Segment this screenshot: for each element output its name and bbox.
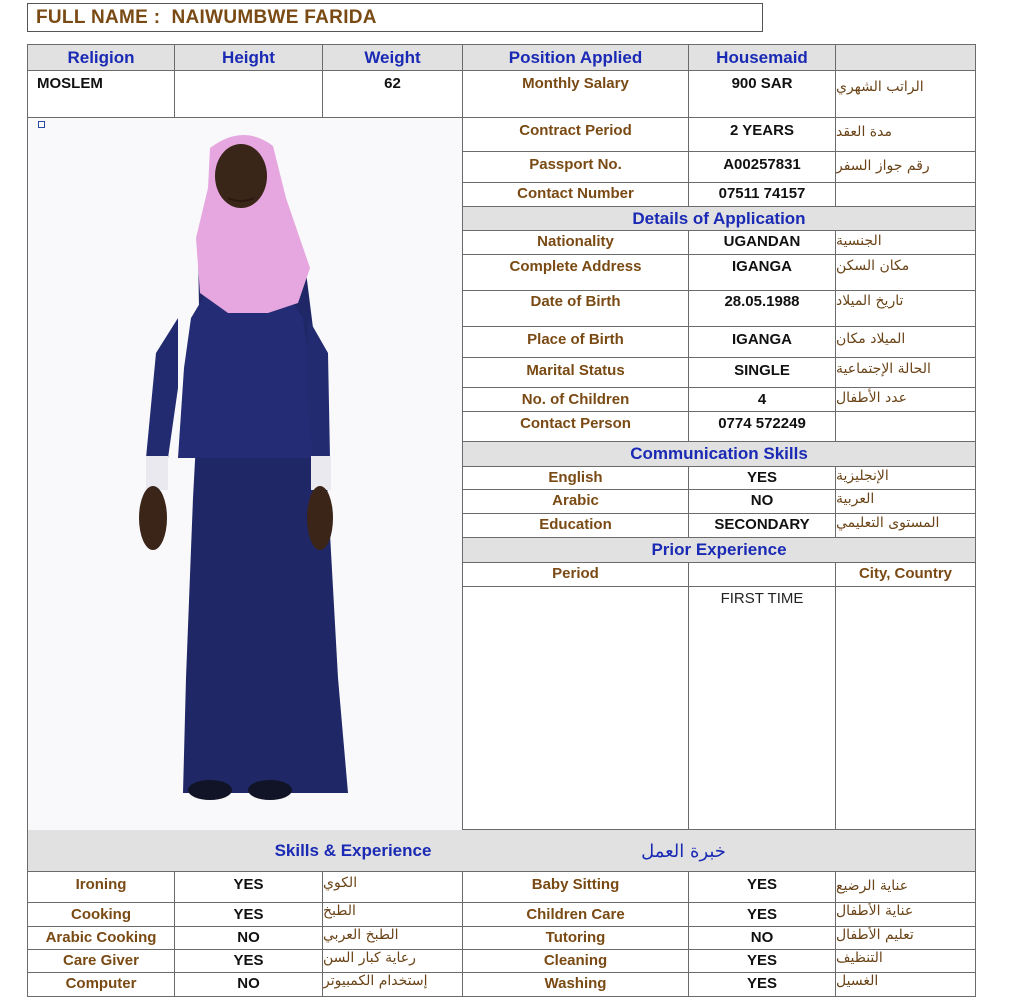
- address-arabic: مكان السكن: [836, 255, 976, 291]
- applicant-photo-illustration: [28, 118, 463, 830]
- city-country-header: City, Country: [836, 563, 976, 587]
- period-header: Period: [463, 563, 689, 587]
- pob-arabic: الميلاد مكان: [836, 327, 976, 358]
- skill-arabic-cooking-label: Arabic Cooking: [28, 927, 175, 950]
- skill-care-giver-arabic: رعاية كبار السن: [323, 950, 463, 973]
- skill-cooking-arabic: الطبخ: [323, 903, 463, 927]
- arabic-arabic: العربية: [836, 490, 976, 514]
- arabic-label: Arabic: [463, 490, 689, 514]
- contact-number-value: 07511 74157: [689, 183, 836, 207]
- skill-arabic-cooking-arabic: الطبخ العربي: [323, 927, 463, 950]
- contract-period-label: Contract Period: [463, 118, 689, 152]
- religion-value: MOSLEM: [28, 71, 175, 118]
- skill-cleaning-label: Cleaning: [463, 950, 689, 973]
- education-arabic: المستوى التعليمي: [836, 514, 976, 538]
- pob-label: Place of Birth: [463, 327, 689, 358]
- height-value: [175, 71, 323, 118]
- dob-arabic: تاريخ الميلاد: [836, 291, 976, 327]
- header-height: Height: [175, 45, 323, 71]
- passport-label: Passport No.: [463, 152, 689, 183]
- applicant-photo: [28, 118, 463, 830]
- monthly-salary-label: Monthly Salary: [463, 71, 689, 118]
- skill-care-giver-value: YES: [175, 950, 323, 973]
- photo-corner-marker: [38, 121, 45, 128]
- skill-cooking-label: Cooking: [28, 903, 175, 927]
- contact-number-arabic: [836, 183, 976, 207]
- marital-value: SINGLE: [689, 358, 836, 388]
- passport-arabic: رقم جواز السفر: [836, 152, 976, 183]
- skill-washing-label: Washing: [463, 973, 689, 997]
- contact-person-arabic: [836, 412, 976, 442]
- skill-computer-arabic: إستخدام الكمبيوتر: [323, 973, 463, 997]
- skill-children-care-arabic: عناية الأطفال: [836, 903, 976, 927]
- weight-value: 62: [323, 71, 463, 118]
- header-religion: Religion: [28, 45, 175, 71]
- skill-arabic-cooking-value: NO: [175, 927, 323, 950]
- skill-baby-sitting-value: YES: [689, 872, 836, 903]
- skill-care-giver-label: Care Giver: [28, 950, 175, 973]
- skills-title-english: Skills & Experience: [274, 841, 432, 860]
- skill-computer-label: Computer: [28, 973, 175, 997]
- skill-tutoring-arabic: تعليم الأطفال: [836, 927, 976, 950]
- contact-person-value: 0774 572249: [689, 412, 836, 442]
- contract-period-value: 2 YEARS: [689, 118, 836, 152]
- prior-period-cell: [463, 587, 689, 830]
- header-position-applied: Position Applied: [463, 45, 689, 71]
- skill-children-care-label: Children Care: [463, 903, 689, 927]
- communication-section-title: Communication Skills: [463, 442, 976, 467]
- skill-cleaning-value: YES: [689, 950, 836, 973]
- skill-tutoring-label: Tutoring: [463, 927, 689, 950]
- marital-arabic: الحالة الإجتماعية: [836, 358, 976, 388]
- prior-blank-header: [689, 563, 836, 587]
- pob-value: IGANGA: [689, 327, 836, 358]
- address-value: IGANGA: [689, 255, 836, 291]
- passport-value: A00257831: [689, 152, 836, 183]
- skill-ironing-label: Ironing: [28, 872, 175, 903]
- contract-period-arabic: مدة العقد: [836, 118, 976, 152]
- contact-number-label: Contact Number: [463, 183, 689, 207]
- full-name-box: [27, 3, 763, 32]
- dob-label: Date of Birth: [463, 291, 689, 327]
- header-position-value: Housemaid: [689, 45, 836, 71]
- dob-value: 28.05.1988: [689, 291, 836, 327]
- skill-cooking-value: YES: [175, 903, 323, 927]
- skill-ironing-arabic: الكوي: [323, 872, 463, 903]
- nationality-value: UGANDAN: [689, 231, 836, 255]
- skill-baby-sitting-arabic: عناية الرضيع: [836, 872, 976, 903]
- english-value: YES: [689, 467, 836, 490]
- skill-children-care-value: YES: [689, 903, 836, 927]
- skills-title-arabic: خبرة العمل: [641, 840, 726, 862]
- prior-experience-title: Prior Experience: [463, 538, 976, 563]
- arabic-value: NO: [689, 490, 836, 514]
- skill-ironing-value: YES: [175, 872, 323, 903]
- full-name-text: FULL NAME : NAIWUMBWE FARIDA: [36, 7, 377, 28]
- skill-computer-value: NO: [175, 973, 323, 997]
- address-label: Complete Address: [463, 255, 689, 291]
- english-arabic: الإنجليزية: [836, 467, 976, 490]
- nationality-label: Nationality: [463, 231, 689, 255]
- children-label: No. of Children: [463, 388, 689, 412]
- skill-baby-sitting-label: Baby Sitting: [463, 872, 689, 903]
- children-arabic: عدد الأطفال: [836, 388, 976, 412]
- skill-tutoring-value: NO: [689, 927, 836, 950]
- monthly-salary-value: 900 SAR: [689, 71, 836, 118]
- nationality-arabic: الجنسية: [836, 231, 976, 255]
- skill-washing-arabic: الغسيل: [836, 973, 976, 997]
- prior-location-cell: [836, 587, 976, 830]
- children-value: 4: [689, 388, 836, 412]
- header-blank: [836, 45, 976, 71]
- prior-entry-value: FIRST TIME: [689, 587, 836, 830]
- skill-cleaning-arabic: التنظيف: [836, 950, 976, 973]
- english-label: English: [463, 467, 689, 490]
- skill-washing-value: YES: [689, 973, 836, 997]
- details-section-title: Details of Application: [463, 207, 976, 231]
- marital-label: Marital Status: [463, 358, 689, 388]
- header-weight: Weight: [323, 45, 463, 71]
- contact-person-label: Contact Person: [463, 412, 689, 442]
- monthly-salary-arabic: الراتب الشهري: [836, 71, 976, 118]
- education-value: SECONDARY: [689, 514, 836, 538]
- education-label: Education: [463, 514, 689, 538]
